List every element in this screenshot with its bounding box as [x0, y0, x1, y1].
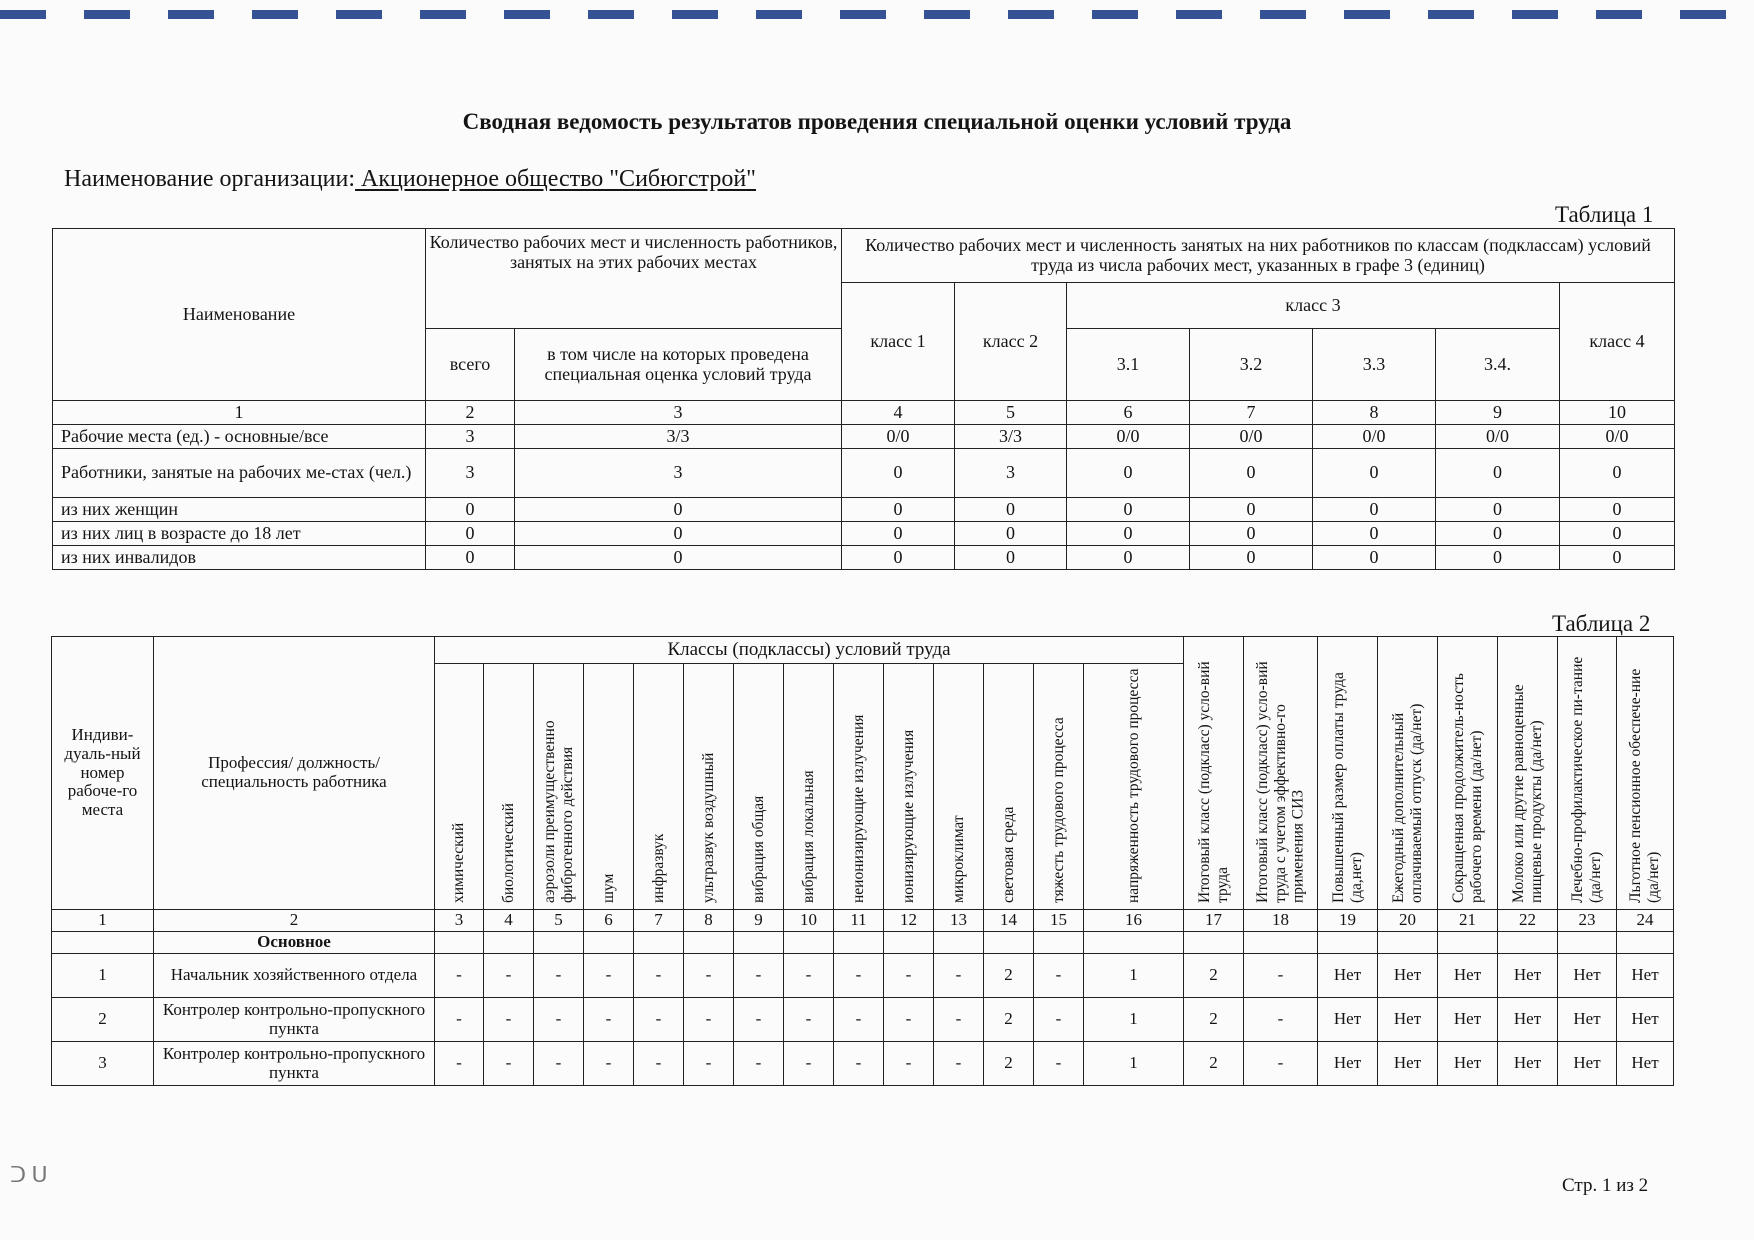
table-cell: 1 — [53, 401, 426, 425]
table-cell: 17 — [1184, 910, 1244, 932]
table-cell: 0/0 — [1560, 425, 1675, 449]
table-cell: Нет — [1318, 954, 1378, 998]
table-cell: - — [834, 1042, 884, 1086]
table-cell: - — [1034, 998, 1084, 1042]
vertical-header-text: биологический — [499, 803, 517, 903]
table2-caption: Таблица 2 — [1552, 611, 1651, 636]
table-cell: - — [884, 998, 934, 1042]
table-cell: Нет — [1617, 1042, 1674, 1086]
table-cell: 0 — [1436, 498, 1560, 522]
table-cell: 8 — [684, 910, 734, 932]
vertical-header-text: тяжесть трудового процесса — [1049, 717, 1067, 903]
table-cell: Нет — [1378, 954, 1438, 998]
table-cell: - — [435, 998, 484, 1042]
table-cell: 0 — [1436, 449, 1560, 498]
workplace-table — [51, 636, 1674, 1086]
table-cell: Нет — [1558, 1042, 1617, 1086]
table-cell: 0 — [1560, 449, 1675, 498]
t1-head-c32: 3.2 — [1190, 329, 1313, 401]
table-cell: - — [484, 954, 534, 998]
vertical-header-text: ультразвук воздушный — [699, 752, 717, 903]
t2-head-extra — [1318, 637, 1378, 910]
table-cell: 0 — [955, 522, 1067, 546]
table-cell: - — [1244, 1042, 1318, 1086]
vertical-header-text: микроклимат — [949, 815, 967, 903]
table-row — [52, 1042, 1674, 1086]
workplace-number: 3 — [52, 1042, 154, 1086]
table-cell: - — [834, 998, 884, 1042]
table-cell: Нет — [1617, 954, 1674, 998]
row-label: Рабочие места (ед.) - основные/все — [53, 425, 426, 449]
table-cell — [1617, 932, 1674, 954]
table-cell: Нет — [1378, 1042, 1438, 1086]
t2-head-factor — [634, 664, 684, 910]
vertical-header-text: шум — [599, 873, 617, 903]
vertical-header-text: напряженность трудового процесса — [1124, 668, 1142, 903]
table-cell: 9 — [1436, 401, 1560, 425]
table-cell: 2 — [984, 1042, 1034, 1086]
row-label: из них инвалидов — [53, 546, 426, 570]
table-cell: - — [1034, 1042, 1084, 1086]
table-cell: 0 — [1313, 449, 1436, 498]
table-cell: Нет — [1378, 998, 1438, 1042]
t1-head-class2: класс 2 — [955, 283, 1067, 401]
table-cell: 7 — [1190, 401, 1313, 425]
table-cell: - — [934, 954, 984, 998]
t1-head-count-group: Количество рабочих мест и численность работников, занятых на этих рабочих местах — [426, 229, 842, 329]
t2-head-extra — [1438, 637, 1498, 910]
table-cell: Нет — [1498, 998, 1558, 1042]
table-cell — [534, 932, 584, 954]
table-cell: 4 — [484, 910, 534, 932]
table-cell: 8 — [1313, 401, 1436, 425]
table-cell: 0 — [515, 522, 842, 546]
table-cell: 1 — [1084, 1042, 1184, 1086]
table-cell: 22 — [1498, 910, 1558, 932]
table-cell: 2 — [984, 954, 1034, 998]
table-cell: 23 — [1558, 910, 1617, 932]
workplace-profession: Контролер контрольно-пропускного пункта — [154, 1042, 435, 1086]
table-cell: - — [734, 1042, 784, 1086]
table-cell — [684, 932, 734, 954]
document-title: Сводная ведомость результатов проведения специальной оценки условий труда — [462, 109, 1292, 134]
t2-head-factor — [734, 664, 784, 910]
table-cell: 1 — [52, 910, 154, 932]
table-row — [53, 425, 1675, 449]
table-cell — [1498, 932, 1558, 954]
table-cell: - — [584, 1042, 634, 1086]
table-cell: 6 — [584, 910, 634, 932]
table-cell: 6 — [1067, 401, 1190, 425]
t2-head-extra — [1558, 637, 1617, 910]
table-cell: 2 — [984, 998, 1034, 1042]
t2-head-classes-group: Классы (подклассы) условий труда — [435, 637, 1184, 664]
table-cell: - — [534, 998, 584, 1042]
table-cell: 0/0 — [1313, 425, 1436, 449]
vertical-header-text: Повышенный размер оплаты труда (да,нет) — [1329, 672, 1365, 903]
table-cell: 0 — [1313, 522, 1436, 546]
workplace-number: 2 — [52, 998, 154, 1042]
t2-head-factor — [534, 664, 584, 910]
table-cell — [734, 932, 784, 954]
table-cell — [584, 932, 634, 954]
table-cell: 0 — [1190, 498, 1313, 522]
table-cell: Нет — [1318, 998, 1378, 1042]
summary-table — [52, 228, 1675, 570]
table-cell: 3/3 — [515, 425, 842, 449]
vertical-header-text: вибрация общая — [749, 795, 767, 903]
t1-head-c31: 3.1 — [1067, 329, 1190, 401]
table-cell: 0 — [515, 546, 842, 570]
table-cell: - — [534, 954, 584, 998]
section-label: Основное — [154, 932, 435, 954]
table-cell: 19 — [1318, 910, 1378, 932]
table-cell — [52, 932, 154, 954]
table-cell — [1438, 932, 1498, 954]
t1-head-c33: 3.3 — [1313, 329, 1436, 401]
table-cell: Нет — [1558, 998, 1617, 1042]
table-cell — [484, 932, 534, 954]
table-cell: - — [634, 1042, 684, 1086]
table-cell: 1 — [1084, 954, 1184, 998]
table-cell — [1244, 932, 1318, 954]
table-cell: 2 — [426, 401, 515, 425]
table-cell: - — [1244, 998, 1318, 1042]
table-cell: - — [584, 954, 634, 998]
table-cell — [1558, 932, 1617, 954]
table-cell: 5 — [955, 401, 1067, 425]
table1-caption: Таблица 1 — [1555, 202, 1654, 227]
table-cell: - — [435, 1042, 484, 1086]
t1-head-class-group: Количество рабочих мест и численность занятых на них работников по классам (подклассам) условий труда из числа рабочих мест, указанных в графе 3 (единиц) — [842, 229, 1675, 283]
table-cell: 9 — [734, 910, 784, 932]
table-cell: 0 — [1436, 546, 1560, 570]
table-cell: Нет — [1438, 1042, 1498, 1086]
table-cell: - — [634, 998, 684, 1042]
table-cell: Нет — [1558, 954, 1617, 998]
t2-head-factor — [834, 664, 884, 910]
table-cell: - — [784, 1042, 834, 1086]
section-row — [52, 932, 1674, 954]
table-cell — [1378, 932, 1438, 954]
table-cell: 2 — [1184, 998, 1244, 1042]
table-cell: - — [934, 1042, 984, 1086]
vertical-header-text: световая среда — [999, 806, 1017, 903]
table-cell: - — [484, 998, 534, 1042]
table-cell: - — [784, 998, 834, 1042]
table-cell: 0 — [842, 546, 955, 570]
margin-mark: ᑐ ᑌ — [10, 1162, 48, 1187]
table-cell: 16 — [1084, 910, 1184, 932]
t2-head-extra — [1244, 637, 1318, 910]
table-cell: 0 — [426, 522, 515, 546]
table-cell: 3 — [435, 910, 484, 932]
table-cell: 12 — [884, 910, 934, 932]
table-row — [52, 954, 1674, 998]
table-cell: - — [934, 998, 984, 1042]
table-cell: 0 — [842, 449, 955, 498]
t1-head-total: всего — [426, 329, 515, 401]
vertical-header-text: ионизирующие излучения — [899, 729, 917, 903]
table-cell — [1034, 932, 1084, 954]
table-cell: 0/0 — [1067, 425, 1190, 449]
t2-head-profession: Профессия/ должность/ специальность работника — [154, 637, 435, 910]
table-cell: 0 — [842, 498, 955, 522]
table-cell: 0 — [1190, 546, 1313, 570]
table-cell: 5 — [534, 910, 584, 932]
row-label: Работники, занятые на рабочих ме-стах (чел.) — [53, 449, 426, 498]
vertical-header-text: Сокращенная продолжитель-ность рабочего времени (да/нет) — [1449, 673, 1485, 903]
t2-head-factor — [784, 664, 834, 910]
t2-head-id: Индиви-дуаль-ный номер рабоче-го места — [52, 637, 154, 910]
page-number: Стр. 1 из 2 — [1562, 1175, 1649, 1196]
table-cell: 20 — [1378, 910, 1438, 932]
t2-head-factor — [484, 664, 534, 910]
t2-head-factor — [684, 664, 734, 910]
table-cell: 2 — [1184, 954, 1244, 998]
table-cell: 0 — [1190, 449, 1313, 498]
table-cell: - — [1034, 954, 1084, 998]
table-cell: 3 — [426, 449, 515, 498]
table-cell: Нет — [1438, 954, 1498, 998]
table-cell: 0 — [955, 546, 1067, 570]
table-cell — [884, 932, 934, 954]
t1-head-assessed: в том числе на которых проведена специальная оценка условий труда — [515, 329, 842, 401]
table-cell — [934, 932, 984, 954]
table-row — [53, 546, 1675, 570]
table-cell: 0 — [1560, 498, 1675, 522]
t1-head-name: Наименование — [53, 229, 426, 401]
table-cell: 1 — [1084, 998, 1184, 1042]
table-cell: - — [534, 1042, 584, 1086]
table-cell: - — [1244, 954, 1318, 998]
table-cell: - — [484, 1042, 534, 1086]
t2-head-extra — [1378, 637, 1438, 910]
table-cell: 0 — [426, 498, 515, 522]
table-row — [53, 449, 1675, 498]
t1-head-c34: 3.4. — [1436, 329, 1560, 401]
t2-head-factor — [584, 664, 634, 910]
table-cell: 0 — [1067, 546, 1190, 570]
t2-head-extra — [1498, 637, 1558, 910]
table-cell: - — [684, 954, 734, 998]
table-cell — [784, 932, 834, 954]
row-label: из них лиц в возрасте до 18 лет — [53, 522, 426, 546]
table-cell: 3 — [426, 425, 515, 449]
table-cell — [1318, 932, 1378, 954]
table-cell: Нет — [1498, 954, 1558, 998]
table-cell: Нет — [1617, 998, 1674, 1042]
vertical-header-text: аэрозоли преимущественно фиброгенного действия — [540, 720, 576, 903]
table-cell: 13 — [934, 910, 984, 932]
table-cell: - — [584, 998, 634, 1042]
table-cell: 0 — [1560, 546, 1675, 570]
table-cell: 10 — [1560, 401, 1675, 425]
t1-colnum-row — [53, 401, 1675, 425]
t2-head-factor — [1084, 664, 1184, 910]
table-cell: Нет — [1498, 1042, 1558, 1086]
table-cell — [984, 932, 1034, 954]
table-cell: 3 — [515, 401, 842, 425]
workplace-number: 1 — [52, 954, 154, 998]
vertical-header-text: неионизирующие излучения — [849, 714, 867, 903]
t2-colnum-row — [52, 910, 1674, 932]
table-cell — [634, 932, 684, 954]
table-cell: 0 — [426, 546, 515, 570]
t2-head-factor — [435, 664, 484, 910]
table-cell: 0 — [1067, 522, 1190, 546]
table-cell: - — [684, 998, 734, 1042]
table-cell: - — [884, 954, 934, 998]
table-cell: 0 — [1190, 522, 1313, 546]
table-cell — [435, 932, 484, 954]
t2-head-factor — [1034, 664, 1084, 910]
table-cell: - — [435, 954, 484, 998]
row-label: из них женщин — [53, 498, 426, 522]
vertical-header-text: Ежегодный дополнительный оплачиваемый отпуск (да/нет) — [1389, 703, 1425, 903]
table-cell: - — [834, 954, 884, 998]
t1-head-class3: класс 3 — [1067, 283, 1560, 329]
table-cell: 18 — [1244, 910, 1318, 932]
table-cell: 4 — [842, 401, 955, 425]
t2-head-extra — [1617, 637, 1674, 910]
table-cell: 0 — [1067, 449, 1190, 498]
table-cell: 0 — [1313, 498, 1436, 522]
vertical-header-text: химический — [450, 822, 468, 903]
table-cell: 0 — [955, 498, 1067, 522]
table-cell: 15 — [1034, 910, 1084, 932]
organization-line — [64, 166, 756, 193]
t2-head-factor — [984, 664, 1034, 910]
table-cell: Нет — [1438, 998, 1498, 1042]
table-cell: - — [734, 954, 784, 998]
workplace-profession: Контролер контрольно-пропускного пункта — [154, 998, 435, 1042]
table-cell: 0 — [842, 522, 955, 546]
table-cell — [834, 932, 884, 954]
table-cell: 0/0 — [1190, 425, 1313, 449]
table-row — [53, 498, 1675, 522]
table-cell: 0/0 — [842, 425, 955, 449]
vertical-header-text: Молоко или другие равноценные пищевые продукты (да/нет) — [1509, 684, 1545, 903]
top-edge-dashes — [0, 10, 1754, 19]
vertical-header-text: инфразвук — [649, 833, 667, 903]
table-cell: 0 — [515, 498, 842, 522]
table-cell: - — [734, 998, 784, 1042]
table-cell: 3 — [955, 449, 1067, 498]
table-cell: - — [884, 1042, 934, 1086]
t2-head-factor — [884, 664, 934, 910]
table-cell: 0 — [1560, 522, 1675, 546]
table-cell: 14 — [984, 910, 1034, 932]
table-cell: 3 — [515, 449, 842, 498]
table-cell: 10 — [784, 910, 834, 932]
organization-label: Наименование организации: — [64, 166, 356, 192]
vertical-header-text: вибрация локальная — [799, 770, 817, 903]
table-cell: 0 — [1436, 522, 1560, 546]
vertical-header-text: Льготное пенсионное обеспече-ние (да/нет) — [1627, 668, 1663, 903]
table-cell: 11 — [834, 910, 884, 932]
table-cell — [1184, 932, 1244, 954]
workplace-profession: Начальник хозяйственного отдела — [154, 954, 435, 998]
table-row — [52, 998, 1674, 1042]
t2-head-extra — [1184, 637, 1244, 910]
table-cell: 7 — [634, 910, 684, 932]
table-cell: 21 — [1438, 910, 1498, 932]
t1-head-class1: класс 1 — [842, 283, 955, 401]
vertical-header-text: Лечебно-профилактическое пи-тание (да/нет) — [1569, 656, 1605, 903]
table-row — [53, 522, 1675, 546]
organization-name: Акционерное общество "Сибюгстрой" — [355, 166, 756, 192]
table-cell: 3/3 — [955, 425, 1067, 449]
table-cell: 0 — [1313, 546, 1436, 570]
table-cell: - — [684, 1042, 734, 1086]
table-cell — [1084, 932, 1184, 954]
table-cell: - — [784, 954, 834, 998]
vertical-header-text: Итоговый класс (подкласс) усло-вий труда с учетом эффективно-го применения СИЗ — [1253, 661, 1307, 903]
table-cell: 0/0 — [1436, 425, 1560, 449]
vertical-header-text: Итоговый класс (подкласс) усло-вий труда — [1195, 661, 1231, 903]
table-cell: 2 — [1184, 1042, 1244, 1086]
table-cell: 2 — [154, 910, 435, 932]
table-cell: 24 — [1617, 910, 1674, 932]
t1-head-class4: класс 4 — [1560, 283, 1675, 401]
table-cell: - — [634, 954, 684, 998]
table-cell: Нет — [1318, 1042, 1378, 1086]
t2-head-factor — [934, 664, 984, 910]
table-cell: 0 — [1067, 498, 1190, 522]
